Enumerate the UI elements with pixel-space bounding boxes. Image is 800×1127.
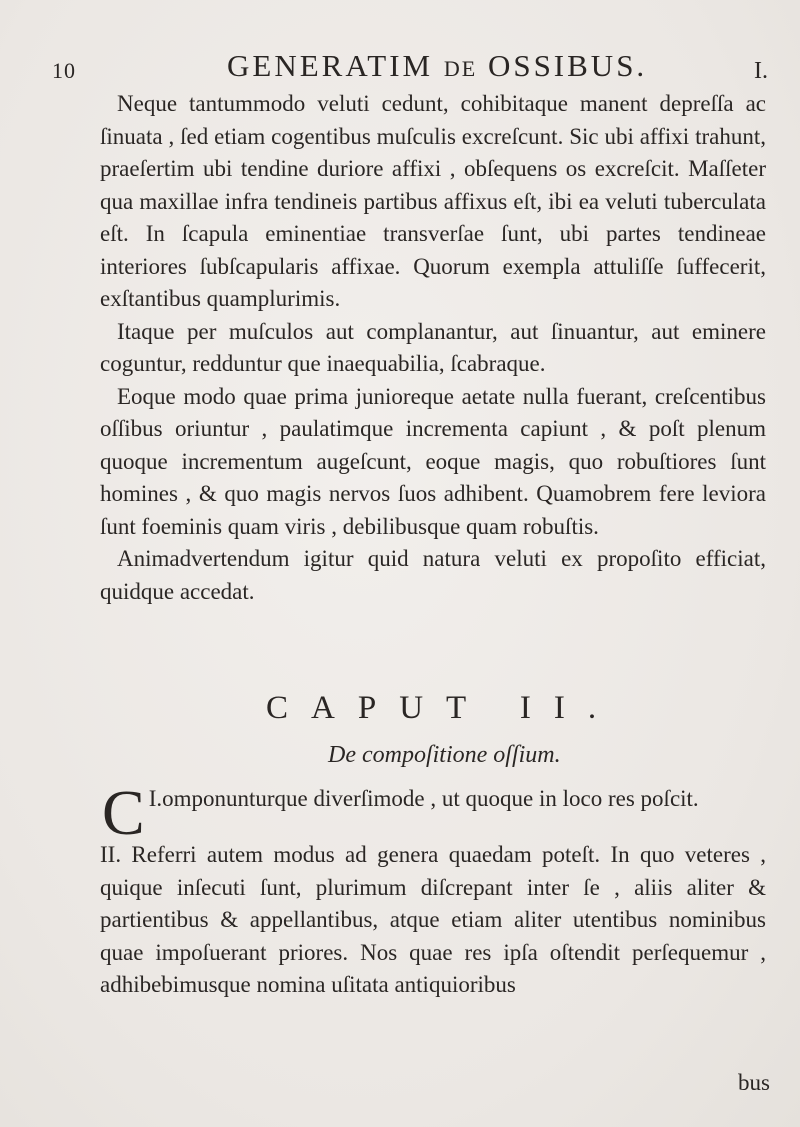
drop-capital: C — [102, 777, 145, 848]
section-mark: I. — [754, 58, 768, 84]
running-head-de: DE — [443, 56, 478, 81]
text-block-upper — [100, 88, 766, 608]
paragraph-2: Itaque per muſculos aut complanantur, aut ſinuantur, aut eminere coguntur, redduntur que inaequabilia, ſcabraque. — [100, 318, 766, 376]
numbered-paragraph-1 — [100, 777, 766, 848]
running-head — [227, 48, 647, 84]
paragraph-3: Eoque modo quae prima junioreque aetate nulla fuerant, creſcentibus oſſibus oriuntur , paulatimque incrementa capiunt , & poſt plenum quoque incrementum augeſcunt, eoque magis, quo robuſtiores ſunt homines , & quo magis nervos ſuos adhibent. Quamobrem fere leviora ſunt foeminis quam viris , debilibusque quam robuſtis. — [100, 383, 766, 539]
catchword: bus — [738, 1070, 770, 1095]
paragraph-1: Neque tantummodo veluti cedunt, cohibitaque manent depreſſa ac ſinuata , ſed etiam cogentibus muſculis excreſcunt. Sic ubi affixi trahunt, praeſertim ubi tendine duriore affixi , obſequens os excreſcit. Maſſeter qua maxillae infra tendineis partibus affixus eſt, ibi ea veluti tuberculata eſt. In ſcapula eminentiae transverſae ſunt, ubi partes tendineae interiores ſubſcapularis affixae. Quorum exempla attuliſſe ſuffecerit, exſtantibus quamplurimis. — [100, 91, 766, 311]
page-number: 10 — [52, 58, 76, 83]
chapter-title: CAPUT II. — [266, 690, 620, 726]
paragraph-number: I. — [148, 786, 163, 811]
running-head-part2: OSSIBUS. — [477, 48, 648, 83]
page-header — [52, 48, 768, 84]
text-block-lower — [100, 777, 766, 1002]
paragraph-text: omponunturque diverſimode , ut quoque in loco res poſcit. — [162, 786, 699, 811]
numbered-paragraph-2 — [100, 839, 766, 1002]
paragraph-text: Referri autem modus ad genera quaedam poteſt. In quo veteres , quique inſecuti ſunt, plurimum diſcrepant inter ſe , aliis aliter & partientibus & appellantibus, atque etiam aliter utentibus nominibus quae impoſuerant priores. Nos quae res ipſa oſtendit perſequemur , adhibebimusque nomina uſitata antiquioribus — [100, 842, 766, 997]
paragraph-number: II. — [100, 842, 122, 867]
chapter-subtitle: De compoſitione oſſium. — [328, 742, 561, 768]
running-head-part1: GENERATIM — [227, 48, 444, 83]
paragraph-4: Animadvertendum igitur quid natura veluti ex propoſito efficiat, quidque accedat. — [100, 546, 766, 604]
